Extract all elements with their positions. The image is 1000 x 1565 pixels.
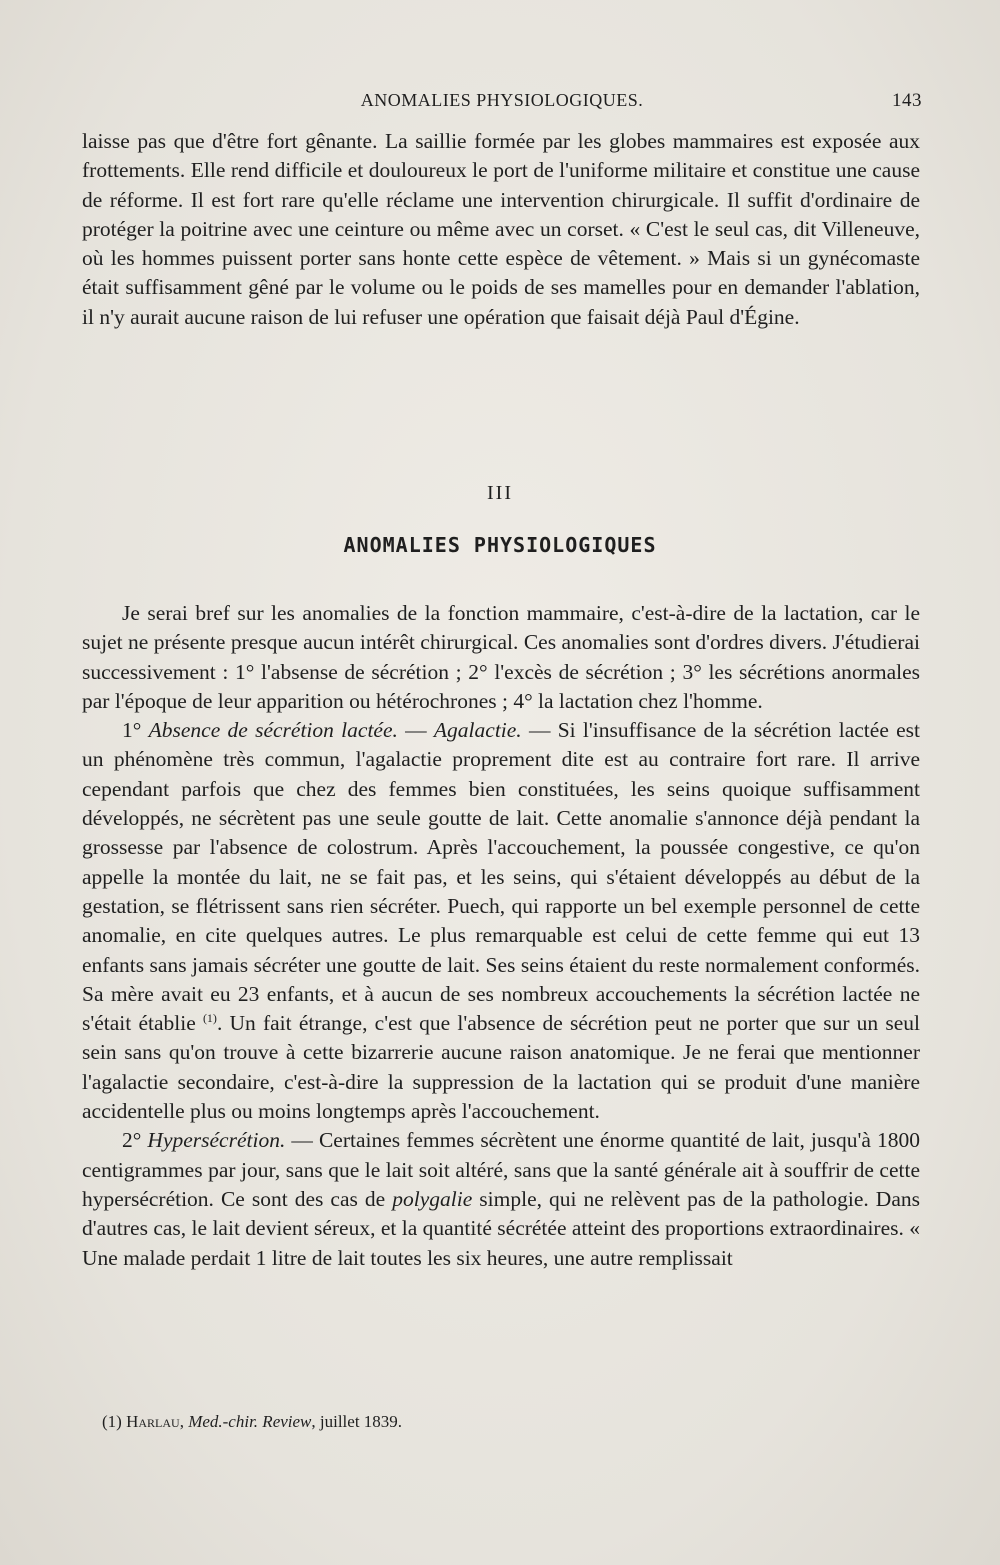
paragraph-text: laisse pas que d'être fort gênante. La saillie formée par les globes mammaires est exposée aux frottements. Elle rend difficile et douloureux le port de l'uniforme militaire et constitue une cause de réforme. Il est fort rare qu'elle réclame une intervention chirurgicale. Il suffit d'ordinaire de protéger la poitrine avec une ceinture ou même avec un corset. « C'est le seul cas, dit Villeneuve, où les hommes puissent porter sans honte cette espèce de vêtement. » Mais si un gynécomaste était suffisamment gêné par le volume ou le poids de ses mamelles pour en demander l'ablation, il n'y aurait aucune raison de lui refuser une opération que faisait déjà Paul d'Égine. <box>82 129 920 329</box>
paragraph-text: . Un fait étrange, c'est que l'absence de sécrétion peut ne porter que sur un seul sein sans qu'on trouve à cette bizarrerie aucune raison anatomique. Je ne ferai que mentionner l'agalactie secondaire, c'est-à-dire la suppression de la lactation qui se produit d'une manière accidentelle plus ou moins longtemps après l'accouchement. <box>82 1011 921 1124</box>
section-body <box>82 599 920 1273</box>
section-title: ANOMALIES PHYSIOLOGIQUES <box>343 533 657 557</box>
footnote-journal: Med.-chir. Review <box>188 1412 312 1431</box>
running-title: ANOMALIES PHYSIOLOGIQUES. <box>360 90 644 110</box>
subsection-number: 1° <box>122 718 142 743</box>
page-number: 143 <box>892 90 922 111</box>
footnote: (1) Harlau, Med.-chir. Review, juillet 1839. <box>102 1412 403 1431</box>
continuation-paragraph <box>82 127 920 332</box>
subsection-term: polygalie <box>392 1186 473 1211</box>
section-numeral: III <box>487 482 513 504</box>
paragraph-text: simple, qui ne relèvent pas de la pathologie. Dans d'autres cas, le lait devient séreux, et la quantité sécrétée atteint des proportions extraordinaires. « Une malade perdait 1 litre de lait toutes les six heures, une autre remplissait <box>82 1186 920 1270</box>
subsection-number: 2° <box>122 1128 142 1153</box>
footnote-author: Harlau <box>126 1412 180 1431</box>
page-header <box>82 90 922 116</box>
paragraph-text: — Si l'insuffisance de la sécrétion lactée est un phénomène très commun, l'agalactie proprement dite est au contraire fort rare. Il arrive cependant parfois que chez des femmes bien constituées, les seins quoique suffisamment développés, ne sécrètent pas une seule goutte de lait. Cette anomalie s'annonce déjà pendant la grossesse par l'absence de colostrum. Après l'accouchement, la poussée congestive, ce qu'on appelle la montée du lait, ne se fait pas, et les seins, qui s'étaient développés au début de la gestation, se flétrissent sans rien sécréter. Puech, qui rapporte un bel exemple personnel de cette anomalie, en cite quelques autres. Le plus remarquable est celui de cette femme qui eut 13 enfants sans jamais sécréter une goutte de lait. Ses seins étaient du reste normalement conformés. Sa mère avait eu 23 enfants, et à aucun de ses nombreux accouchements la sécrétion lactée ne s'était établie <box>82 718 921 1036</box>
subsection-agalactie <box>82 716 920 1126</box>
subsection-heading: Absence de sécrétion lactée. <box>148 718 398 743</box>
paragraph-text: — Certaines femmes sécrètent une énorme quantité de lait, jusqu'à 1800 centigrammes par jour, sans que le lait soit altéré, sans que la santé générale ait à souffrir de cette hypersécrétion. Ce sont des cas de <box>82 1128 920 1211</box>
intro-paragraph: Je serai bref sur les anomalies de la fonction mammaire, c'est-à-dire de la lactation, car le sujet ne présente presque aucun intérêt chirurgical. Ces anomalies sont d'ordres divers. J'étudierai successivement : 1° l'absense de sécrétion ; 2° l'excès de sécrétion ; 3° les sécrétions anormales par l'époque de leur apparition ou hétérochrones ; 4° la lactation chez l'homme. <box>82 601 920 713</box>
footnote-date: , juillet 1839. <box>311 1412 403 1431</box>
heading-dash: — <box>397 718 434 743</box>
footnote-marker: (1) <box>102 1412 122 1431</box>
subsection-hypersecretion <box>82 1126 920 1272</box>
subsection-term: Agalactie. <box>433 718 522 743</box>
footnote-reference[interactable]: (1) <box>202 1011 217 1025</box>
subsection-heading: Hypersécrétion. <box>147 1128 286 1153</box>
